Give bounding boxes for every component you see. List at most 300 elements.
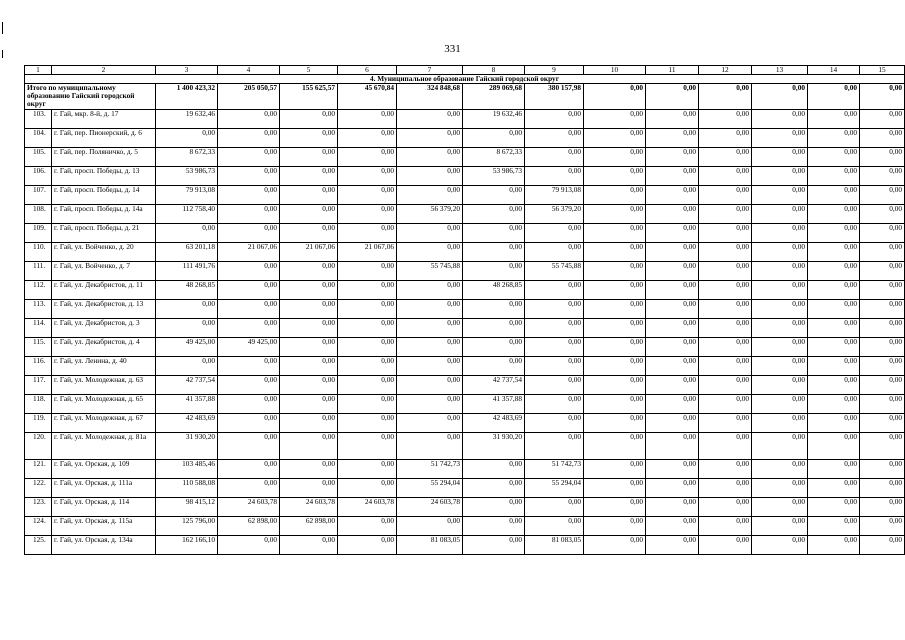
amount-cell: 0,00 <box>752 110 808 129</box>
amount-cell: 0,00 <box>584 224 646 243</box>
amount-cell: 41 357,88 <box>156 395 218 414</box>
section-row <box>25 75 905 84</box>
amount-cell: 0,00 <box>752 205 808 224</box>
amount-cell: 0,00 <box>699 498 752 517</box>
amount-cell: 0,00 <box>218 167 280 186</box>
amount-cell: 0,00 <box>397 414 463 433</box>
amount-cell: 0,00 <box>280 205 338 224</box>
total-value-cell: 0,00 <box>584 84 646 110</box>
address-cell: г. Гай, ул. Орская, д. 109 <box>52 460 156 479</box>
column-number-cell: 10 <box>584 66 646 75</box>
amount-cell: 0,00 <box>752 167 808 186</box>
amount-cell: 0,00 <box>525 498 584 517</box>
amount-cell: 0,00 <box>280 433 338 460</box>
amount-cell: 0,00 <box>584 479 646 498</box>
amount-cell: 0,00 <box>860 300 905 319</box>
amount-cell: 0,00 <box>218 479 280 498</box>
row-index-cell: 111. <box>25 262 52 281</box>
amount-cell: 19 632,46 <box>156 110 218 129</box>
amount-cell: 48 268,85 <box>156 281 218 300</box>
amount-cell: 0,00 <box>280 338 338 357</box>
amount-cell: 0,00 <box>218 110 280 129</box>
amount-cell: 21 067,06 <box>218 243 280 262</box>
row-index-cell: 113. <box>25 300 52 319</box>
row-index-cell: 123. <box>25 498 52 517</box>
amount-cell: 0,00 <box>808 460 860 479</box>
amount-cell: 0,00 <box>338 129 397 148</box>
amount-cell: 0,00 <box>584 433 646 460</box>
amount-cell: 0,00 <box>752 243 808 262</box>
row-index-cell: 114. <box>25 319 52 338</box>
amount-cell: 0,00 <box>584 460 646 479</box>
address-cell: г. Гай, ул. Орская, д. 115а <box>52 517 156 536</box>
amount-cell: 0,00 <box>699 414 752 433</box>
amount-cell: 0,00 <box>584 300 646 319</box>
amount-cell: 0,00 <box>860 110 905 129</box>
amount-cell: 0,00 <box>584 357 646 376</box>
amount-cell: 0,00 <box>808 224 860 243</box>
amount-cell: 0,00 <box>338 414 397 433</box>
amount-cell: 0,00 <box>808 536 860 555</box>
amount-cell: 0,00 <box>699 110 752 129</box>
amount-cell: 0,00 <box>338 357 397 376</box>
amount-cell: 0,00 <box>525 319 584 338</box>
amount-cell: 0,00 <box>463 357 525 376</box>
amount-cell: 0,00 <box>646 262 699 281</box>
amount-cell: 0,00 <box>584 498 646 517</box>
amount-cell: 0,00 <box>463 460 525 479</box>
amount-cell: 0,00 <box>525 433 584 460</box>
amount-cell: 0,00 <box>338 148 397 167</box>
amount-cell: 0,00 <box>218 281 280 300</box>
amount-cell: 0,00 <box>280 148 338 167</box>
amount-cell: 0,00 <box>463 224 525 243</box>
column-number-cell: 7 <box>397 66 463 75</box>
amount-cell: 0,00 <box>338 460 397 479</box>
amount-cell: 0,00 <box>280 414 338 433</box>
amount-cell: 0,00 <box>218 536 280 555</box>
amount-cell: 0,00 <box>280 357 338 376</box>
amount-cell: 79 913,08 <box>156 186 218 205</box>
amount-cell: 63 201,18 <box>156 243 218 262</box>
amount-cell: 0,00 <box>463 498 525 517</box>
amount-cell: 62 898,00 <box>280 517 338 536</box>
amount-cell: 0,00 <box>525 395 584 414</box>
amount-cell: 0,00 <box>338 262 397 281</box>
amount-cell: 0,00 <box>218 186 280 205</box>
row-index-cell: 118. <box>25 395 52 414</box>
amount-cell: 24 603,78 <box>280 498 338 517</box>
amount-cell: 0,00 <box>752 517 808 536</box>
amount-cell: 0,00 <box>860 319 905 338</box>
amount-cell: 125 796,00 <box>156 517 218 536</box>
amount-cell: 0,00 <box>338 281 397 300</box>
row-index-cell: 115. <box>25 338 52 357</box>
amount-cell: 0,00 <box>752 319 808 338</box>
amount-cell: 0,00 <box>280 479 338 498</box>
amount-cell: 162 166,10 <box>156 536 218 555</box>
amount-cell: 24 603,78 <box>338 498 397 517</box>
amount-cell: 0,00 <box>397 167 463 186</box>
amount-cell: 0,00 <box>699 460 752 479</box>
amount-cell: 0,00 <box>156 129 218 148</box>
table-row <box>25 536 905 555</box>
amount-cell: 0,00 <box>699 205 752 224</box>
amount-cell: 0,00 <box>808 110 860 129</box>
table-row <box>25 300 905 319</box>
amount-cell: 0,00 <box>808 129 860 148</box>
row-index-cell: 124. <box>25 517 52 536</box>
amount-cell: 51 742,73 <box>397 460 463 479</box>
address-cell: г. Гай, просп. Победы, д. 21 <box>52 224 156 243</box>
total-value-cell: 324 848,68 <box>397 84 463 110</box>
amount-cell: 0,00 <box>463 536 525 555</box>
amount-cell: 0,00 <box>699 536 752 555</box>
amount-cell: 0,00 <box>525 110 584 129</box>
amount-cell: 0,00 <box>646 338 699 357</box>
column-number-cell: 14 <box>808 66 860 75</box>
column-number-cell: 13 <box>752 66 808 75</box>
amount-cell: 0,00 <box>808 376 860 395</box>
amount-cell: 0,00 <box>218 433 280 460</box>
amount-cell: 0,00 <box>699 395 752 414</box>
amount-cell: 0,00 <box>338 479 397 498</box>
amount-cell: 0,00 <box>808 517 860 536</box>
amount-cell: 0,00 <box>808 338 860 357</box>
amount-cell: 0,00 <box>397 376 463 395</box>
amount-cell: 0,00 <box>752 338 808 357</box>
amount-cell: 0,00 <box>646 498 699 517</box>
amount-cell: 0,00 <box>584 281 646 300</box>
amount-cell: 0,00 <box>860 338 905 357</box>
amount-cell: 0,00 <box>218 376 280 395</box>
amount-cell: 0,00 <box>646 167 699 186</box>
amount-cell: 0,00 <box>218 319 280 338</box>
amount-cell: 0,00 <box>752 186 808 205</box>
amount-cell: 55 294,04 <box>525 479 584 498</box>
amount-cell: 0,00 <box>860 376 905 395</box>
address-cell: г. Гай, ул. Декабристов, д. 13 <box>52 300 156 319</box>
amount-cell: 0,00 <box>752 281 808 300</box>
amount-cell: 81 083,05 <box>397 536 463 555</box>
amount-cell: 0,00 <box>646 536 699 555</box>
amount-cell: 0,00 <box>397 300 463 319</box>
amount-cell: 0,00 <box>218 262 280 281</box>
amount-cell: 0,00 <box>525 338 584 357</box>
amount-cell: 0,00 <box>752 300 808 319</box>
amount-cell: 0,00 <box>699 148 752 167</box>
amount-cell: 0,00 <box>808 319 860 338</box>
amount-cell: 0,00 <box>338 300 397 319</box>
amount-cell: 0,00 <box>808 148 860 167</box>
amount-cell: 0,00 <box>860 186 905 205</box>
amount-cell: 0,00 <box>525 243 584 262</box>
row-index-cell: 112. <box>25 281 52 300</box>
amount-cell: 0,00 <box>397 224 463 243</box>
total-value-cell: 289 069,68 <box>463 84 525 110</box>
amount-cell: 0,00 <box>397 338 463 357</box>
amount-cell: 41 357,88 <box>463 395 525 414</box>
amount-cell: 0,00 <box>646 395 699 414</box>
amount-cell: 0,00 <box>808 395 860 414</box>
column-number-cell: 11 <box>646 66 699 75</box>
amount-cell: 0,00 <box>808 167 860 186</box>
amount-cell: 0,00 <box>699 300 752 319</box>
amount-cell: 0,00 <box>860 205 905 224</box>
total-value-cell: 0,00 <box>860 84 905 110</box>
amount-cell: 0,00 <box>808 498 860 517</box>
total-value-cell: 0,00 <box>752 84 808 110</box>
amount-cell: 42 737,54 <box>156 376 218 395</box>
amount-cell: 24 603,78 <box>397 498 463 517</box>
row-index-cell: 106. <box>25 167 52 186</box>
amount-cell: 0,00 <box>584 167 646 186</box>
table-row <box>25 338 905 357</box>
address-cell: г. Гай, ул. Ленина, д. 40 <box>52 357 156 376</box>
amount-cell: 0,00 <box>218 129 280 148</box>
amount-cell: 42 737,54 <box>463 376 525 395</box>
amount-cell: 0,00 <box>218 224 280 243</box>
address-cell: г. Гай, ул. Орская, д. 134а <box>52 536 156 555</box>
amount-cell: 0,00 <box>397 517 463 536</box>
amount-cell: 0,00 <box>808 186 860 205</box>
amount-cell: 0,00 <box>860 395 905 414</box>
row-index-cell: 120. <box>25 433 52 460</box>
amount-cell: 0,00 <box>397 281 463 300</box>
amount-cell: 0,00 <box>463 517 525 536</box>
amount-cell: 0,00 <box>699 167 752 186</box>
amount-cell: 0,00 <box>584 186 646 205</box>
amount-cell: 0,00 <box>860 148 905 167</box>
amount-cell: 0,00 <box>808 281 860 300</box>
amount-cell: 0,00 <box>699 319 752 338</box>
amount-cell: 0,00 <box>218 300 280 319</box>
amount-cell: 0,00 <box>397 357 463 376</box>
row-index-cell: 121. <box>25 460 52 479</box>
amount-cell: 0,00 <box>463 205 525 224</box>
amount-cell: 53 986,73 <box>156 167 218 186</box>
table-row <box>25 498 905 517</box>
amount-cell: 0,00 <box>752 395 808 414</box>
address-cell: г. Гай, ул. Войченко, д. 20 <box>52 243 156 262</box>
address-cell: г. Гай, пер. Пионерский, д. 6 <box>52 129 156 148</box>
amount-cell: 0,00 <box>280 186 338 205</box>
register-table <box>24 65 905 555</box>
table-row <box>25 479 905 498</box>
amount-cell: 0,00 <box>584 338 646 357</box>
row-index-cell: 117. <box>25 376 52 395</box>
row-index-cell: 122. <box>25 479 52 498</box>
amount-cell: 0,00 <box>584 319 646 338</box>
amount-cell: 0,00 <box>646 319 699 338</box>
amount-cell: 81 083,05 <box>525 536 584 555</box>
table-body <box>25 66 905 555</box>
column-number-cell: 9 <box>525 66 584 75</box>
table-row <box>25 110 905 129</box>
table-row <box>25 148 905 167</box>
amount-cell: 0,00 <box>397 433 463 460</box>
address-cell: г. Гай, ул. Декабристов, д. 3 <box>52 319 156 338</box>
table-row <box>25 517 905 536</box>
address-cell: г. Гай, ул. Орская, д. 114 <box>52 498 156 517</box>
amount-cell: 0,00 <box>752 148 808 167</box>
amount-cell: 0,00 <box>280 395 338 414</box>
amount-cell: 0,00 <box>280 110 338 129</box>
amount-cell: 0,00 <box>338 517 397 536</box>
amount-cell: 31 930,20 <box>463 433 525 460</box>
amount-cell: 110 588,08 <box>156 479 218 498</box>
amount-cell: 0,00 <box>280 262 338 281</box>
table-row <box>25 205 905 224</box>
amount-cell: 0,00 <box>338 395 397 414</box>
total-value-cell: 155 625,57 <box>280 84 338 110</box>
amount-cell: 0,00 <box>584 205 646 224</box>
amount-cell: 0,00 <box>646 205 699 224</box>
address-cell: г. Гай, ул. Войченко, д. 7 <box>52 262 156 281</box>
address-cell: г. Гай, просп. Победы, д. 13 <box>52 167 156 186</box>
amount-cell: 0,00 <box>699 186 752 205</box>
amount-cell: 0,00 <box>646 110 699 129</box>
amount-cell: 53 986,73 <box>463 167 525 186</box>
amount-cell: 0,00 <box>525 357 584 376</box>
table-row <box>25 167 905 186</box>
amount-cell: 0,00 <box>525 167 584 186</box>
amount-cell: 0,00 <box>280 281 338 300</box>
amount-cell: 0,00 <box>646 357 699 376</box>
amount-cell: 31 930,20 <box>156 433 218 460</box>
amount-cell: 0,00 <box>752 460 808 479</box>
amount-cell: 0,00 <box>280 460 338 479</box>
amount-cell: 0,00 <box>860 536 905 555</box>
amount-cell: 0,00 <box>338 167 397 186</box>
amount-cell: 0,00 <box>699 243 752 262</box>
row-index-cell: 107. <box>25 186 52 205</box>
amount-cell: 0,00 <box>338 319 397 338</box>
amount-cell: 112 758,40 <box>156 205 218 224</box>
amount-cell: 42 483,69 <box>463 414 525 433</box>
column-number-cell: 5 <box>280 66 338 75</box>
table-row <box>25 243 905 262</box>
column-number-cell: 2 <box>52 66 156 75</box>
amount-cell: 0,00 <box>808 205 860 224</box>
amount-cell: 0,00 <box>646 414 699 433</box>
amount-cell: 0,00 <box>463 338 525 357</box>
amount-cell: 0,00 <box>646 224 699 243</box>
row-index-cell: 116. <box>25 357 52 376</box>
amount-cell: 0,00 <box>397 186 463 205</box>
amount-cell: 0,00 <box>584 110 646 129</box>
amount-cell: 0,00 <box>752 536 808 555</box>
amount-cell: 49 425,00 <box>156 338 218 357</box>
amount-cell: 0,00 <box>646 460 699 479</box>
amount-cell: 0,00 <box>646 186 699 205</box>
amount-cell: 0,00 <box>280 167 338 186</box>
amount-cell: 0,00 <box>156 357 218 376</box>
amount-cell: 0,00 <box>646 479 699 498</box>
amount-cell: 0,00 <box>808 414 860 433</box>
amount-cell: 0,00 <box>338 376 397 395</box>
amount-cell: 0,00 <box>338 536 397 555</box>
amount-cell: 0,00 <box>218 414 280 433</box>
amount-cell: 0,00 <box>646 281 699 300</box>
amount-cell: 0,00 <box>860 479 905 498</box>
amount-cell: 0,00 <box>463 319 525 338</box>
amount-cell: 0,00 <box>218 395 280 414</box>
amount-cell: 0,00 <box>280 300 338 319</box>
amount-cell: 0,00 <box>463 186 525 205</box>
amount-cell: 0,00 <box>860 357 905 376</box>
amount-cell: 0,00 <box>218 148 280 167</box>
amount-cell: 0,00 <box>860 262 905 281</box>
total-value-cell: 0,00 <box>808 84 860 110</box>
amount-cell: 0,00 <box>699 517 752 536</box>
table-row <box>25 460 905 479</box>
amount-cell: 0,00 <box>699 357 752 376</box>
amount-cell: 24 603,78 <box>218 498 280 517</box>
address-cell: г. Гай, просп. Победы, д. 14а <box>52 205 156 224</box>
margin-mark <box>2 22 3 34</box>
amount-cell: 0,00 <box>463 262 525 281</box>
table-row <box>25 129 905 148</box>
amount-cell: 55 294,04 <box>397 479 463 498</box>
page-number: 331 <box>444 43 461 55</box>
amount-cell: 0,00 <box>808 243 860 262</box>
address-cell: г. Гай, ул. Молодежная, д. 67 <box>52 414 156 433</box>
amount-cell: 0,00 <box>646 433 699 460</box>
total-value-cell: 1 400 423,32 <box>156 84 218 110</box>
table-row <box>25 224 905 243</box>
amount-cell: 0,00 <box>397 243 463 262</box>
amount-cell: 0,00 <box>525 129 584 148</box>
amount-cell: 0,00 <box>280 129 338 148</box>
amount-cell: 0,00 <box>860 129 905 148</box>
section-title: 4. Муниципальное образование Гайский городской округ <box>25 75 905 84</box>
amount-cell: 0,00 <box>463 300 525 319</box>
address-cell: г. Гай, ул. Молодежная, д. 65 <box>52 395 156 414</box>
table-row <box>25 319 905 338</box>
column-number-cell: 1 <box>25 66 52 75</box>
amount-cell: 0,00 <box>860 243 905 262</box>
table-row <box>25 414 905 433</box>
amount-cell: 0,00 <box>584 262 646 281</box>
amount-cell: 0,00 <box>699 433 752 460</box>
address-cell: г. Гай, ул. Орская, д. 111а <box>52 479 156 498</box>
amount-cell: 0,00 <box>752 129 808 148</box>
amount-cell: 21 067,06 <box>280 243 338 262</box>
total-value-cell: 0,00 <box>646 84 699 110</box>
row-index-cell: 109. <box>25 224 52 243</box>
amount-cell: 0,00 <box>860 167 905 186</box>
amount-cell: 0,00 <box>463 243 525 262</box>
column-number-cell: 6 <box>338 66 397 75</box>
amount-cell: 0,00 <box>752 433 808 460</box>
amount-cell: 0,00 <box>338 338 397 357</box>
amount-cell: 0,00 <box>752 262 808 281</box>
amount-cell: 0,00 <box>699 338 752 357</box>
amount-cell: 21 067,06 <box>338 243 397 262</box>
amount-cell: 0,00 <box>699 224 752 243</box>
amount-cell: 0,00 <box>752 224 808 243</box>
table-row <box>25 281 905 300</box>
amount-cell: 0,00 <box>860 498 905 517</box>
address-cell: г. Гай, ул. Молодежная, д. 63 <box>52 376 156 395</box>
amount-cell: 0,00 <box>584 536 646 555</box>
amount-cell: 0,00 <box>218 205 280 224</box>
amount-cell: 0,00 <box>808 357 860 376</box>
table-row <box>25 433 905 460</box>
amount-cell: 0,00 <box>584 414 646 433</box>
amount-cell: 0,00 <box>463 479 525 498</box>
